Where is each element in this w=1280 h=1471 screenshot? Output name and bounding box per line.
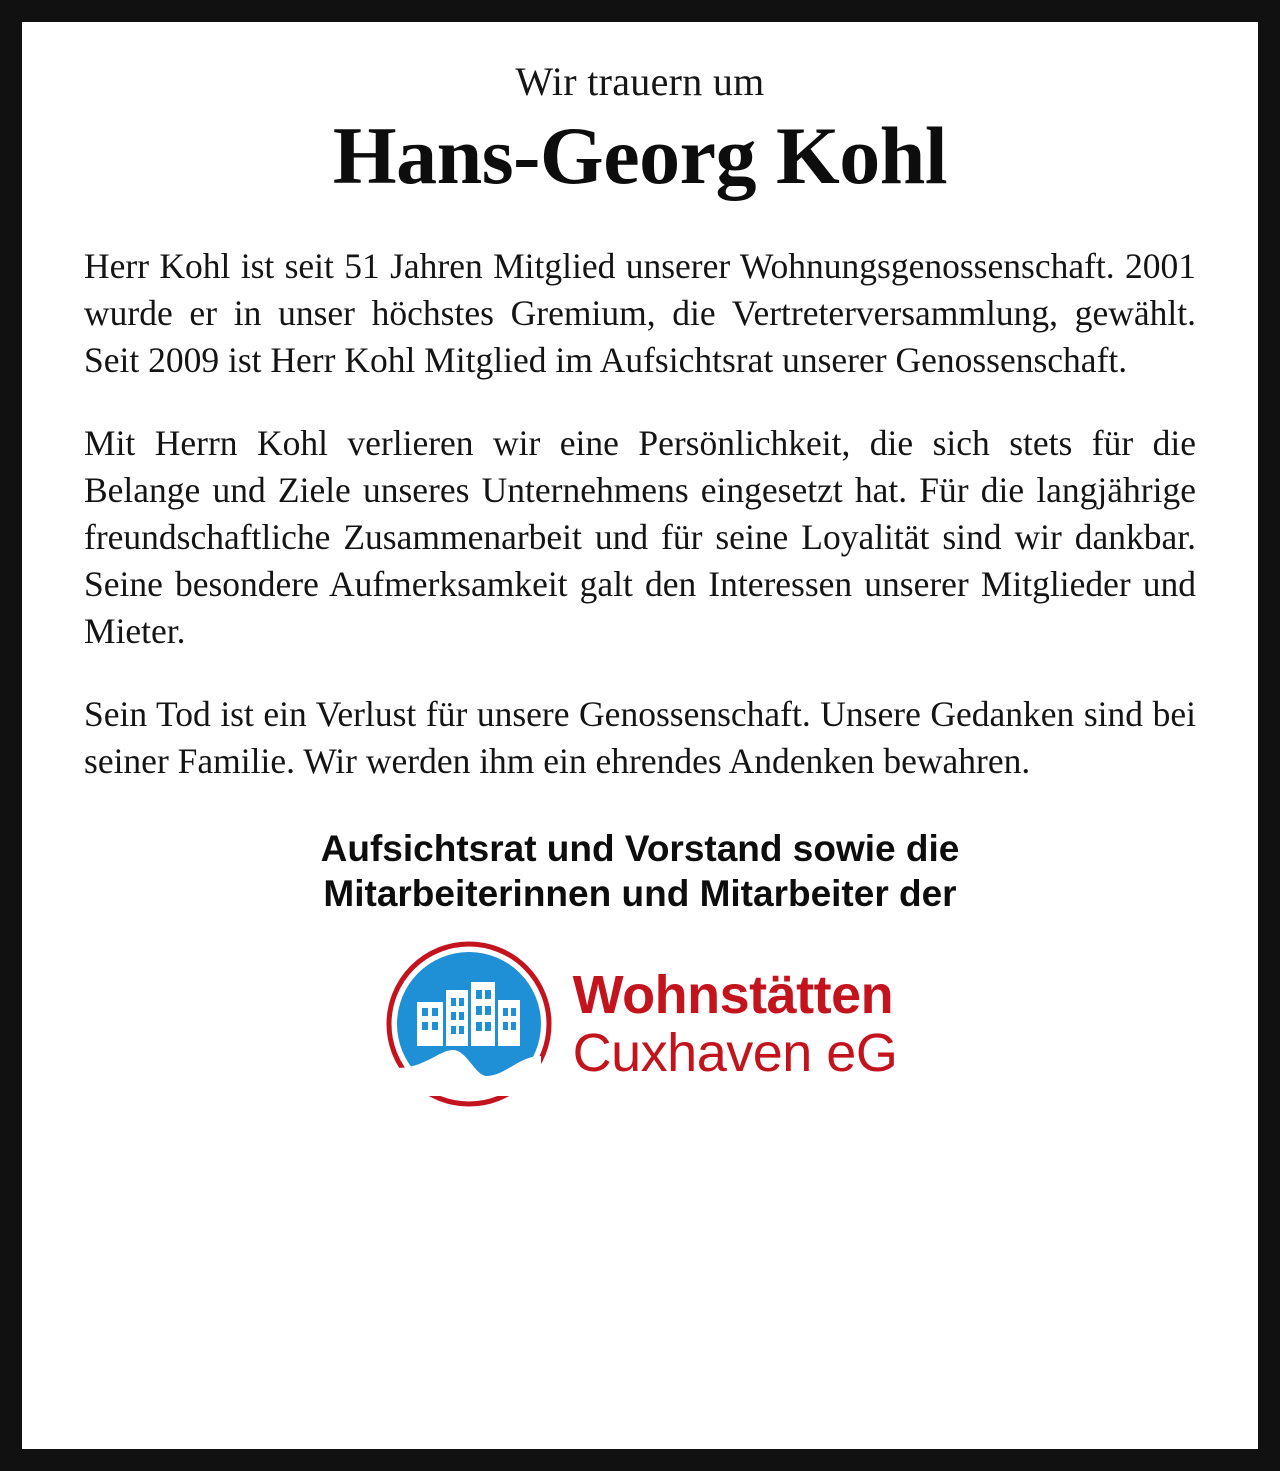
obituary-body bbox=[84, 243, 1196, 786]
company-name-line-1: Wohnstätten bbox=[572, 964, 894, 1025]
deceased-name: Hans-Georg Kohl bbox=[332, 110, 948, 201]
signatory-line-1: Aufsichtsrat und Vorstand sowie die bbox=[320, 827, 960, 869]
paragraph-membership: Herr Kohl ist seit 51 Jahren Mitglied unserer Wohnungsgenossenschaft. 2001 wurde er in unser höchstes Gremium, die Vertreterversammlung, gewählt. Seit 2009 ist Herr Kohl Mitglied im Aufsichtsrat unserer Genossenschaft. bbox=[84, 245, 1196, 380]
wohnstaetten-buildings-logo-icon bbox=[383, 938, 555, 1110]
paragraph-tribute: Mit Herrn Kohl verlieren wir eine Persönlichkeit, die sich stets für die Belange und Ziele unseres Unternehmens eingesetzt hat. Für die langjährige freundschaftliche Zusammenarbeit und für seine Loyalität sind wir dankbar. Seine besondere Aufmerksamkeit galt den Interessen unserer Mitglieder und Mieter. bbox=[84, 422, 1196, 652]
company-logo bbox=[84, 938, 1196, 1110]
signatory-line-2: Mitarbeiterinnen und Mitarbeiter der bbox=[323, 872, 957, 914]
signatory-block bbox=[84, 826, 1196, 916]
company-name-line-2: Cuxhaven eG bbox=[572, 1022, 898, 1083]
mourning-intro: Wir trauern um bbox=[515, 59, 765, 104]
company-logo-wordmark bbox=[572, 964, 898, 1083]
paragraph-condolence: Sein Tod ist ein Verlust für unsere Genossenschaft. Unsere Gedanken sind bei seiner Familie. Wir werden ihm ein ehrendes Andenken bewahren. bbox=[84, 694, 1196, 782]
